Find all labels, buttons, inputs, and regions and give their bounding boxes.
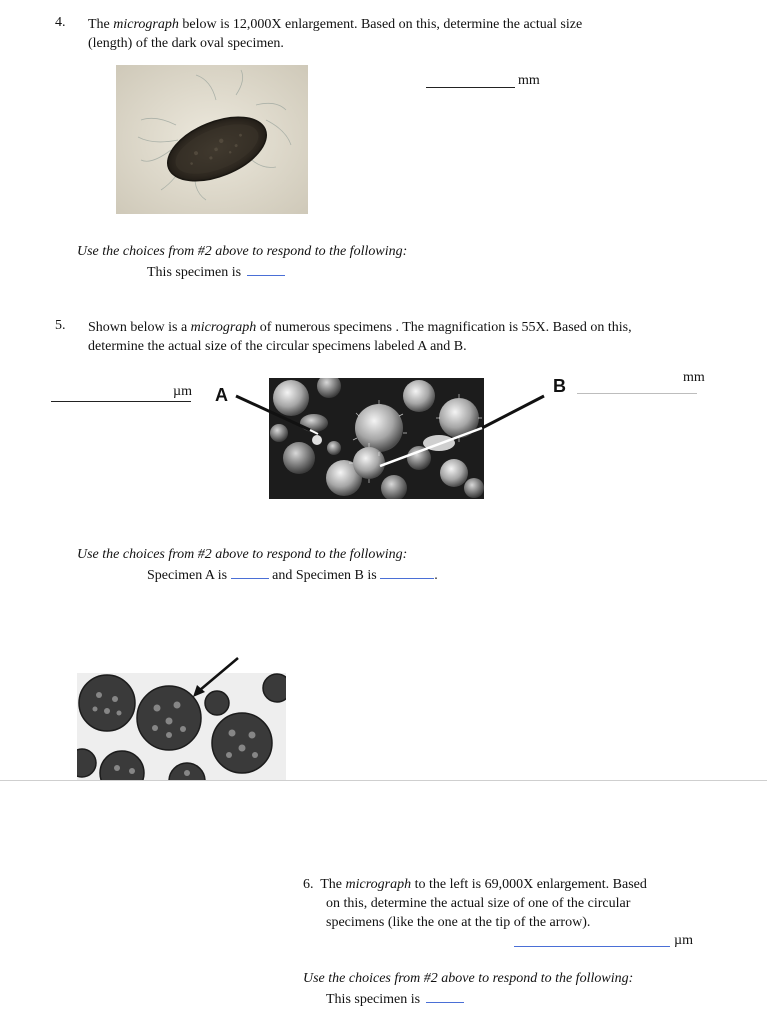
- q6-prompt: [303, 875, 723, 894]
- q5-text-b: of numerous specimens . The magnification is 55X. Based on this,: [256, 320, 632, 335]
- q6-line2: on this, determine the actual size of one of the circular: [326, 896, 631, 911]
- q4-specimen-label: This specimen is: [147, 265, 242, 280]
- q5-instruction: Use the choices from #2 above to respond to the following:: [77, 547, 408, 562]
- q4-unit: mm: [518, 73, 540, 88]
- label-b: B: [553, 376, 566, 396]
- q6-specimen-label: This specimen is: [326, 992, 421, 1007]
- q5-answer-a-label: Specimen A is: [147, 568, 228, 583]
- q5-unit-right: mm: [683, 370, 705, 385]
- q6-text-b: to the left is 69,000X enlargement. Based: [411, 877, 647, 892]
- q5-text-line2: determine the actual size of the circular specimens labeled A and B.: [88, 339, 467, 354]
- q4-text-line2: (length) of the dark oval specimen.: [88, 36, 284, 51]
- q6-number: 6.: [303, 877, 314, 892]
- q6-answer-blank[interactable]: [514, 946, 670, 947]
- page-break-divider: [0, 780, 767, 781]
- q5-answer-mid: and Specimen B is: [272, 568, 377, 583]
- q5-unit-left: µm: [173, 384, 192, 399]
- q4-instruction: Use the choices from #2 above to respond to the following:: [77, 244, 408, 259]
- q5-text-italic: micrograph: [190, 320, 257, 335]
- q6-specimen-blank[interactable]: [426, 989, 464, 1003]
- q6-text-italic: micrograph: [345, 877, 412, 892]
- q4-number: 4.: [55, 15, 66, 30]
- q4-text-italic: micrograph: [113, 17, 179, 32]
- q6-specimen-line: [326, 989, 626, 1009]
- q6-instruction: Use the choices from #2 above to respond to the following:: [303, 971, 634, 986]
- label-a: A: [215, 385, 228, 405]
- q5-answer-end: .: [434, 568, 438, 583]
- q6-text-a: The: [320, 877, 346, 892]
- q4-text-b: below is 12,000X enlargement. Based on this, determine the actual size: [178, 17, 583, 32]
- arrow-q6-line: [200, 658, 238, 690]
- q5-text-a: Shown below is a: [88, 320, 191, 335]
- q4-text-a: The: [88, 17, 114, 32]
- q5-number: 5.: [55, 318, 66, 333]
- q6-unit: µm: [674, 933, 693, 948]
- q6-line3: specimens (like the one at the tip of the arrow).: [326, 915, 591, 930]
